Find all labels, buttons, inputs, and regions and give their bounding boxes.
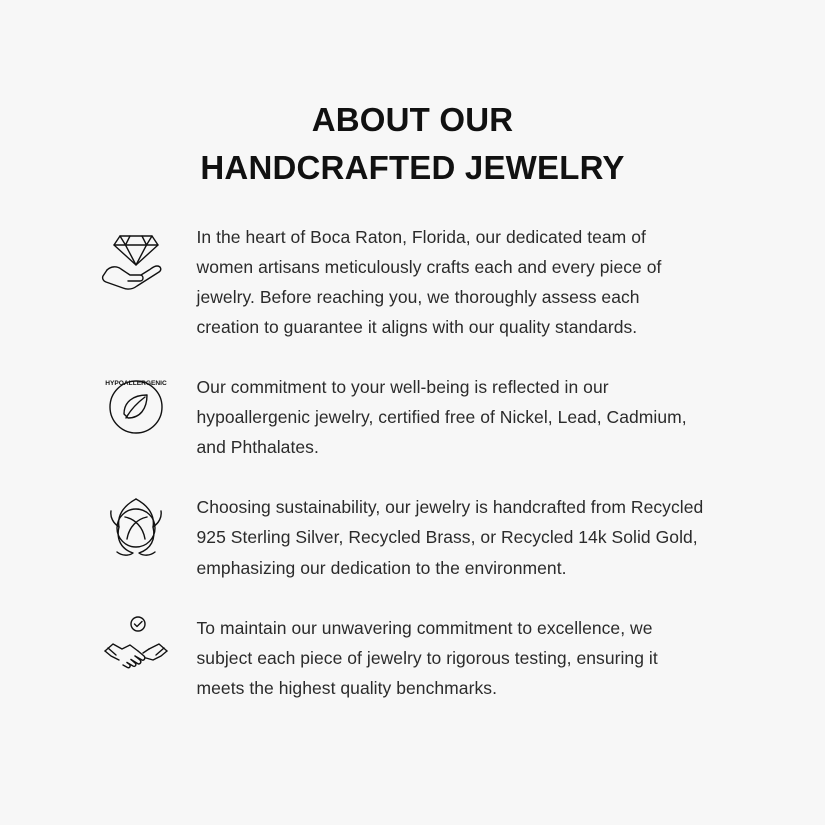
diamond-in-hand-icon (97, 220, 175, 298)
feature-text: To maintain our unwavering commitment to excellence, we subject each piece of jewelry to rigorous testing, ensuring it meets the highest quality benchmarks. (196, 617, 658, 698)
feature-item (97, 366, 757, 462)
feature-item (97, 220, 757, 342)
feature-text: Our commitment to your well-being is reflected in our hypoallergenic jewelry, certified free of Nickel, Lead, Cadmium, and Phthalates. (196, 377, 687, 458)
feature-list (97, 220, 757, 703)
recycle-leaves-icon (97, 486, 175, 564)
feature-item (97, 607, 757, 703)
page-title-line-2: HANDCRAFTED JEWELRY (200, 148, 625, 186)
feature-item (97, 486, 757, 582)
handshake-check-icon (97, 607, 175, 685)
page-title (200, 96, 624, 192)
page-title-line-1: ABOUT OUR (311, 101, 514, 138)
svg-text:HYPOALLERGENIC: HYPOALLERGENIC (104, 380, 167, 388)
feature-text: In the heart of Boca Raton, Florida, our dedicated team of women artisans meticulously crafts each and every piece of jewelry. Before reaching you, we thoroughly assess each creation to guarantee it aligns with our quality standards. (196, 226, 662, 337)
feature-text: Choosing sustainability, our jewelry is handcrafted from Recycled 925 Sterling Silver, Recycled Brass, or Recycled 14k Solid Gold, emphasizing our dedication to the environment. (196, 497, 704, 578)
hypoallergenic-leaf-badge-icon (97, 366, 175, 444)
